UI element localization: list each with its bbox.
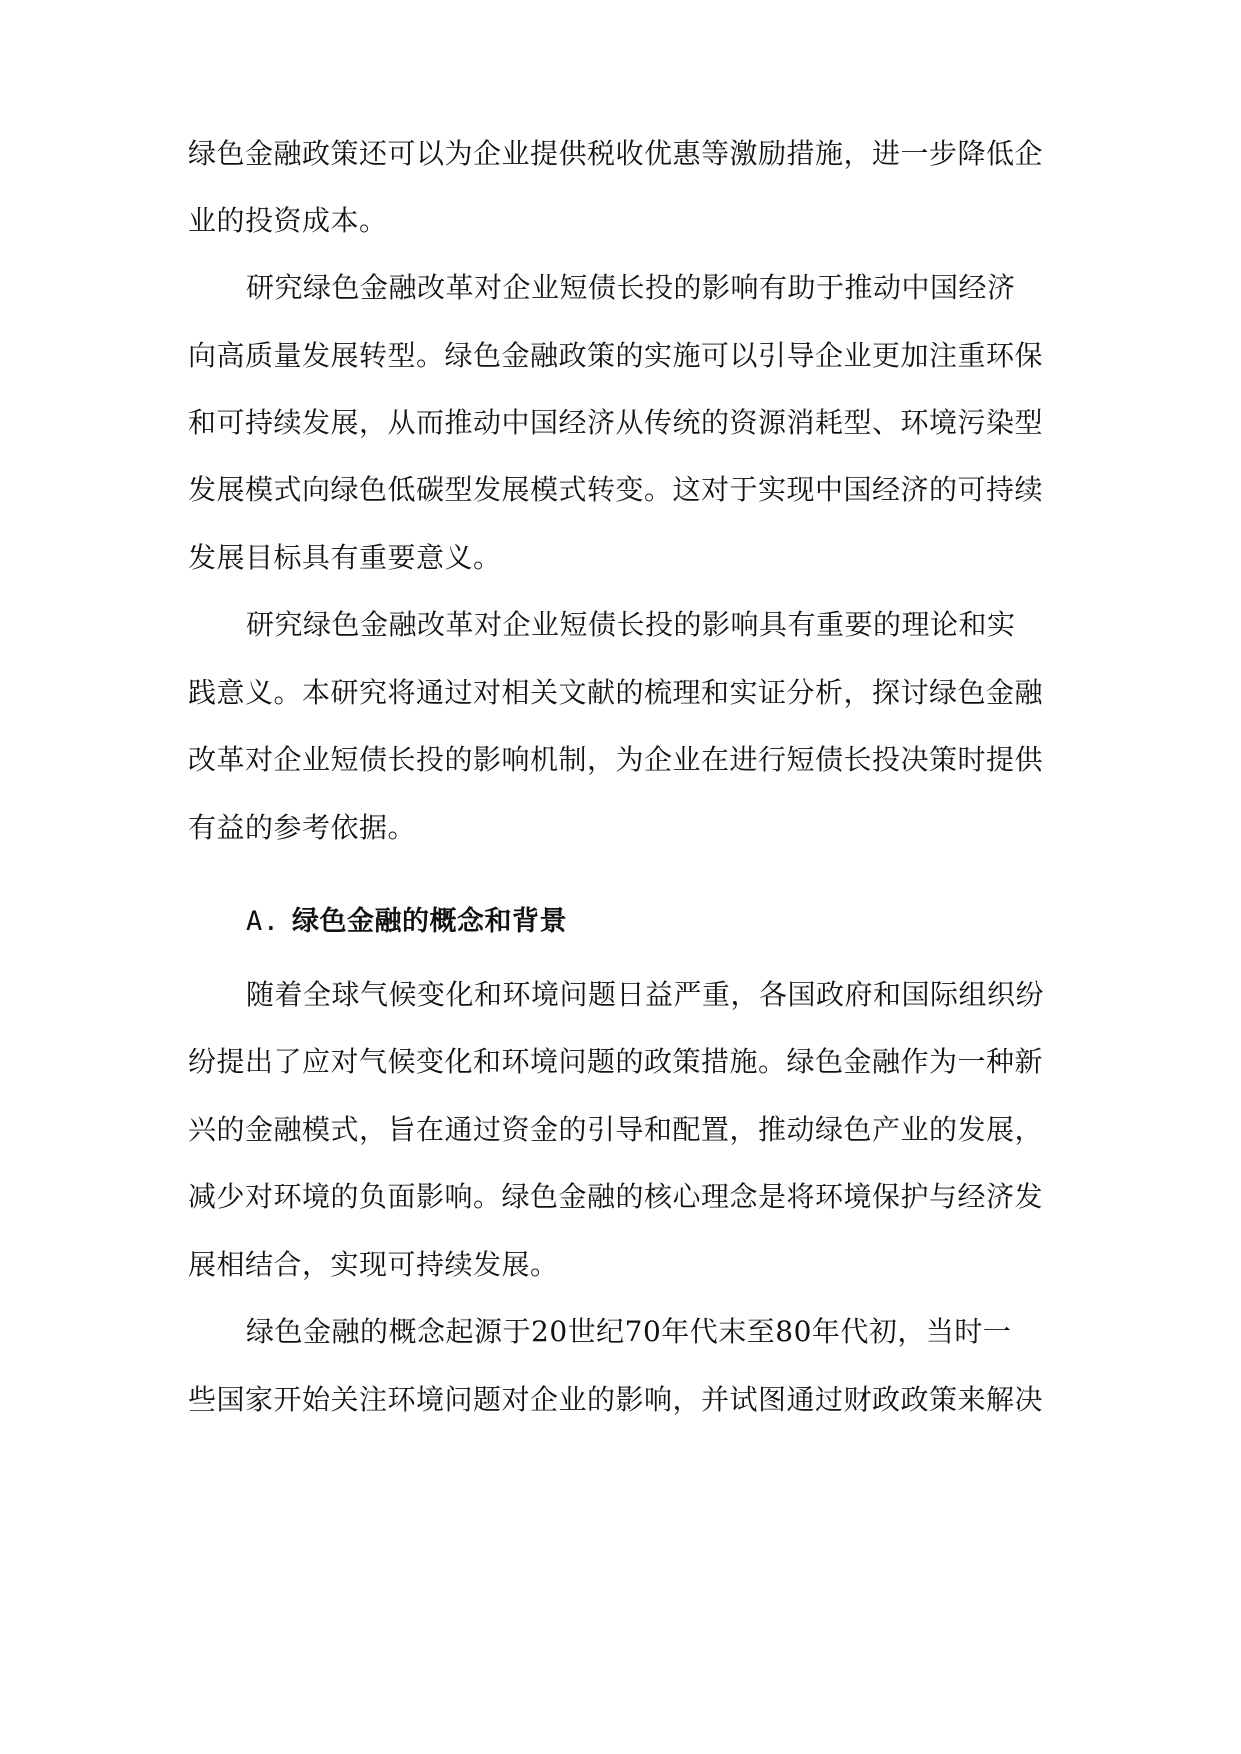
paragraph-line: 改革对企业短债长投的影响机制，为企业在进行短债长投决策时提供 xyxy=(188,743,1044,776)
paragraph-line: 研究绿色金融改革对企业短债长投的影响具有重要的理论和实 xyxy=(246,608,1016,641)
section-heading-label: A. xyxy=(246,906,280,937)
paragraph-line: 有益的参考依据。 xyxy=(188,811,417,844)
paragraph-line: 和可持续发展，从而推动中国经济从传统的资源消耗型、环境污染型 xyxy=(188,406,1044,439)
paragraph-line: 随着全球气候变化和环境问题日益严重，各国政府和国际组织纷 xyxy=(246,978,1045,1011)
paragraph-line: 向高质量发展转型。绿色金融政策的实施可以引导企业更加注重环保 xyxy=(188,339,1044,372)
section-heading xyxy=(246,902,1126,942)
paragraph-line: 绿色金融的概念起源于20世纪70年代末至80年代初，当时一 xyxy=(246,1315,1012,1348)
paragraph-line: 发展目标具有重要意义。 xyxy=(188,541,502,574)
paragraph-line: 绿色金融政策还可以为企业提供税收优惠等激励措施，进一步降低企 xyxy=(188,137,1044,170)
paragraph-line: 发展模式向绿色低碳型发展模式转变。这对于实现中国经济的可持续 xyxy=(188,473,1044,506)
paragraph-line: 践意义。本研究将通过对相关文献的梳理和实证分析，探讨绿色金融 xyxy=(188,676,1044,709)
paragraph-line: 纷提出了应对气候变化和环境问题的政策措施。绿色金融作为一种新 xyxy=(188,1045,1044,1078)
paragraph-line: 研究绿色金融改革对企业短债长投的影响有助于推动中国经济 xyxy=(246,271,1016,304)
paragraph-line: 业的投资成本。 xyxy=(188,204,388,237)
paragraph-line: 些国家开始关注环境问题对企业的影响，并试图通过财政政策来解决 xyxy=(188,1383,1044,1416)
paragraph-line: 展相结合，实现可持续发展。 xyxy=(188,1248,559,1281)
paragraph-line: 减少对环境的负面影响。绿色金融的核心理念是将环境保护与经济发 xyxy=(188,1180,1044,1213)
section-heading-text: 绿色金融的概念和背景 xyxy=(292,906,567,937)
paragraph-line: 兴的金融模式，旨在通过资金的引导和配置，推动绿色产业的发展， xyxy=(188,1113,1044,1146)
